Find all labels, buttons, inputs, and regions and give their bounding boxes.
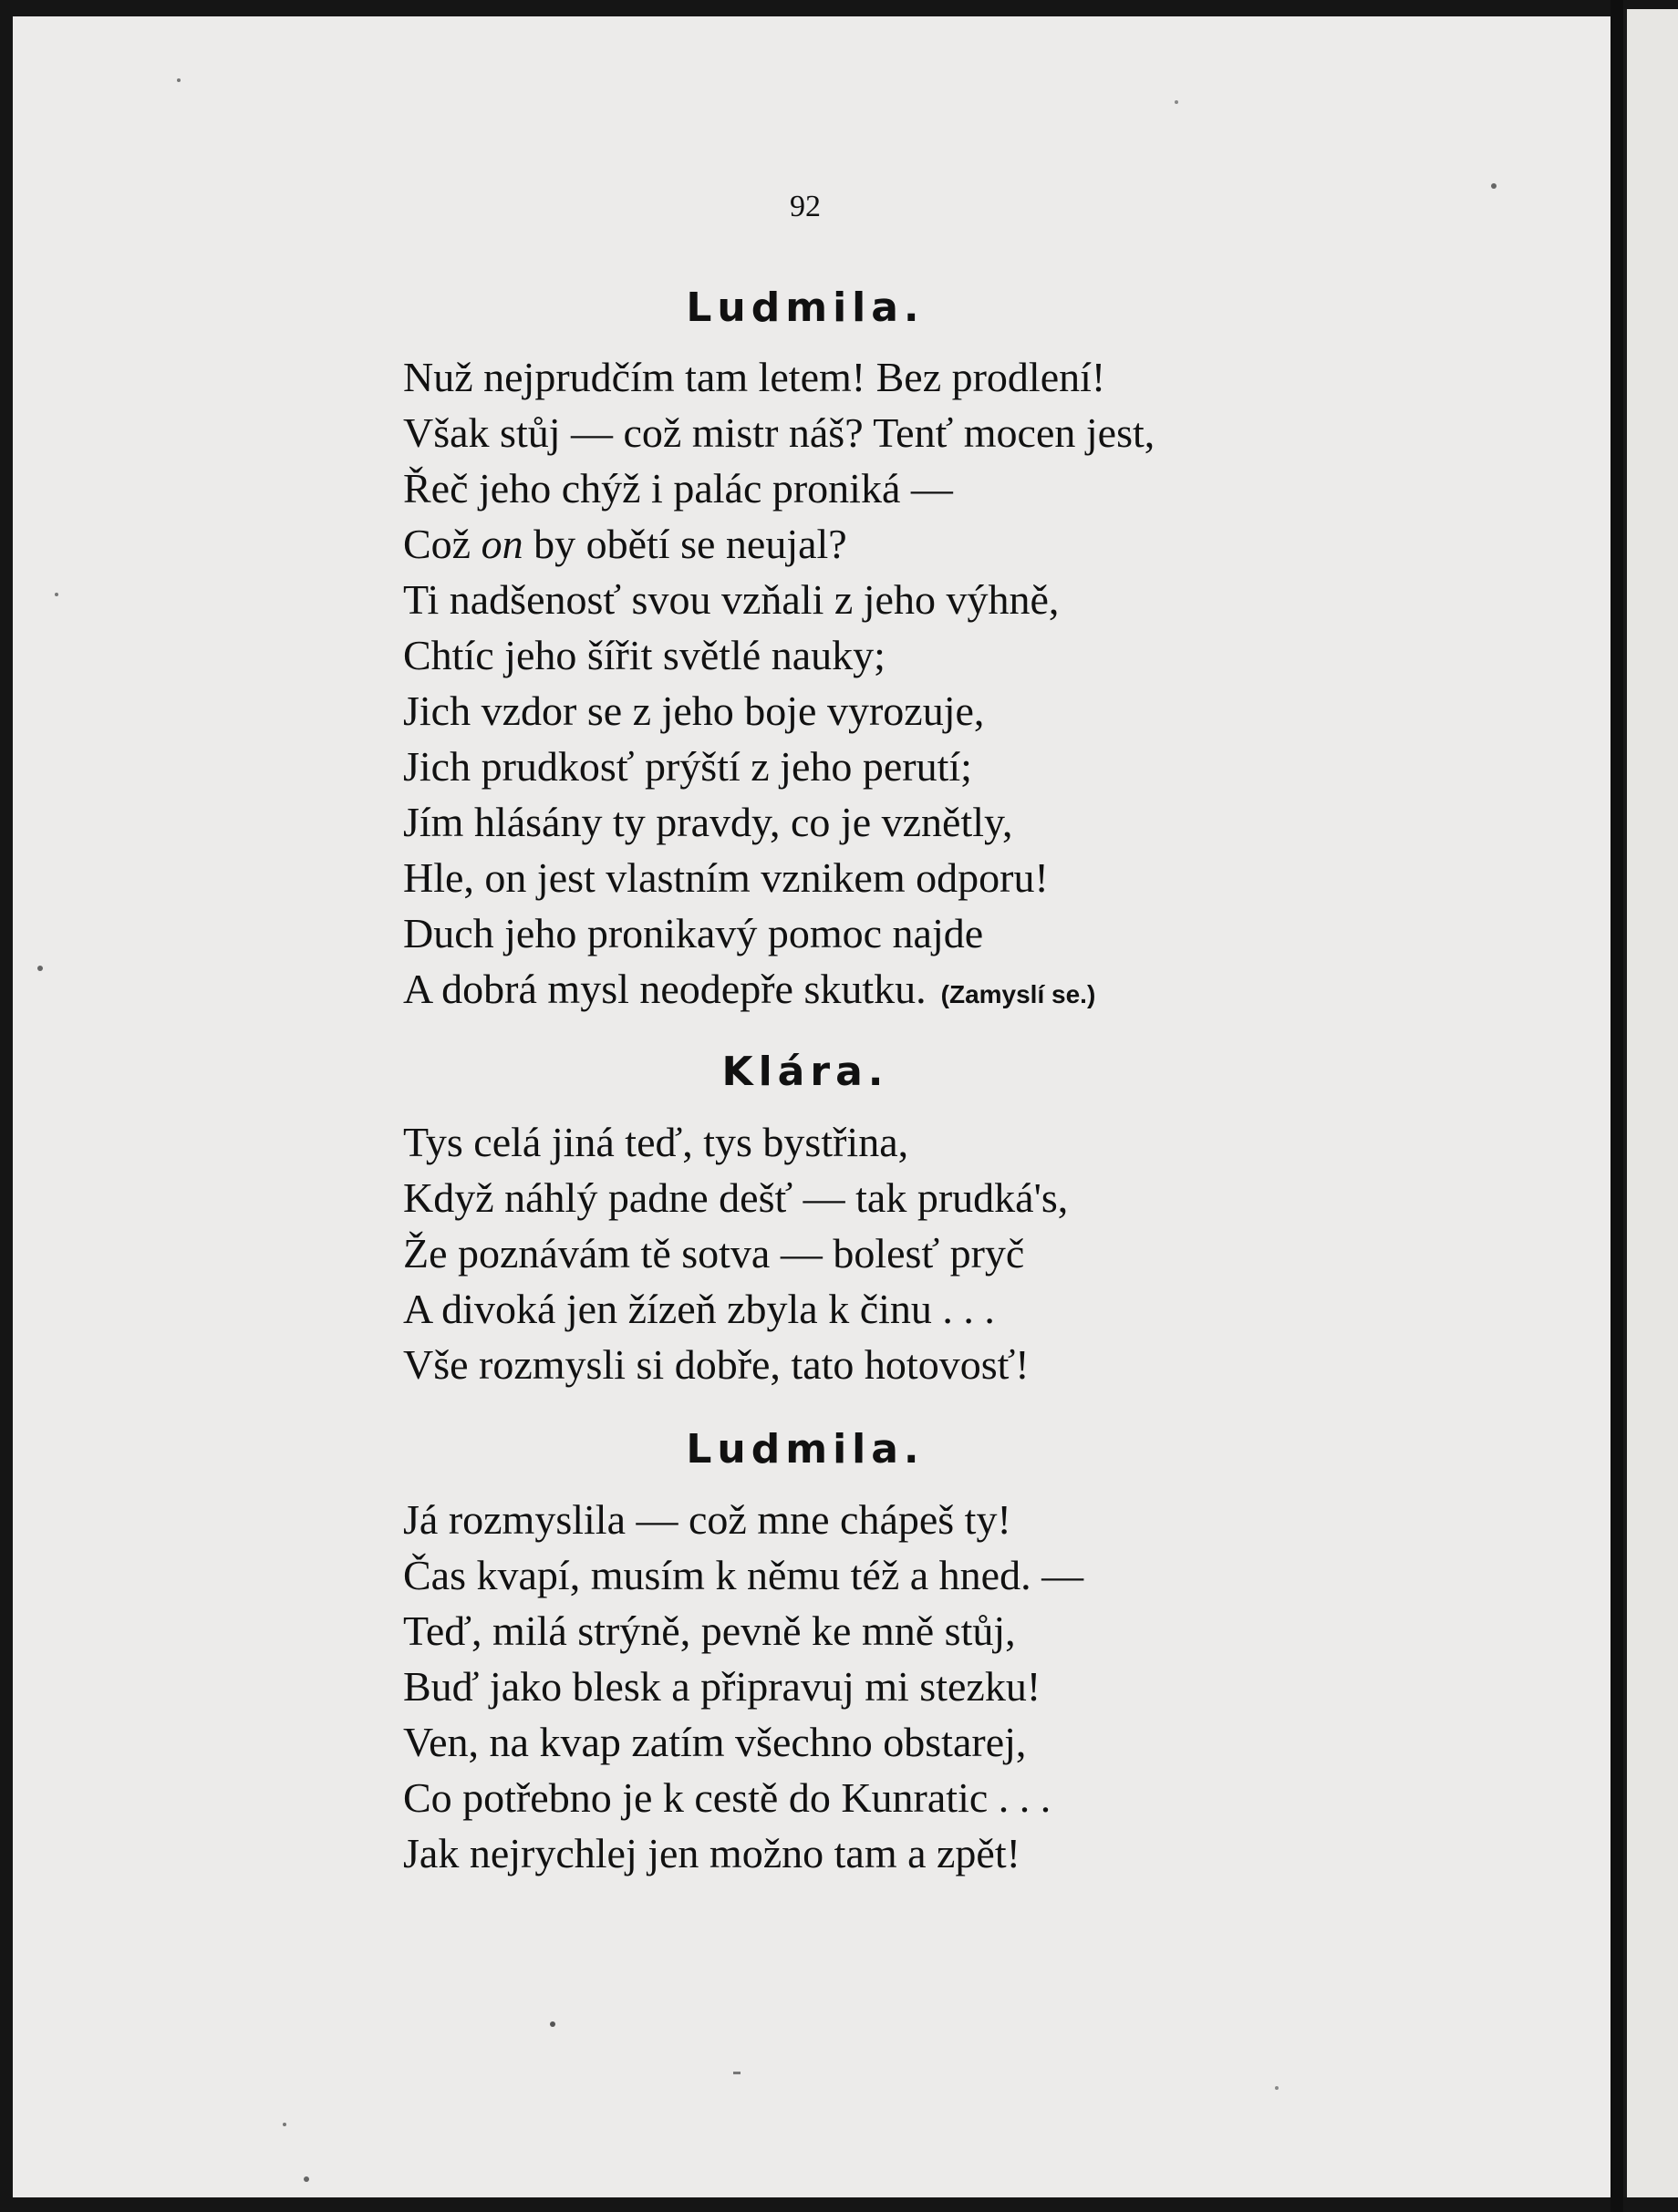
verse-line: Jich vzdor se z jeho boje vyrozuje, xyxy=(403,687,985,734)
verse-line: Že poznávám tě sotva — bolesť pryč xyxy=(403,1230,1025,1277)
verse-line: A divoká jen žízeň zbyla k činu . . . xyxy=(403,1286,995,1332)
verse-line-with-direction xyxy=(403,961,1155,1017)
verse-line: Ti nadšenosť svou vzňali z jeho výhně, xyxy=(403,576,1060,623)
emphasized-word: on xyxy=(481,521,523,567)
verse-text: by obětí se neujal? xyxy=(523,521,847,567)
verse-block-ludmila-1 xyxy=(403,349,1155,1017)
verse-line: Jak nejrychlej jen možno tam a zpět! xyxy=(403,1830,1020,1876)
verse-line: Tys celá jiná teď, tys bystřina, xyxy=(403,1119,909,1165)
speaker-heading-ludmila: Ludmila. xyxy=(686,284,925,331)
verse-line: Však stůj — což mistr náš? Tenť mocen jest, xyxy=(403,409,1155,456)
stage-direction: (Zamyslí se.) xyxy=(940,980,1096,1008)
verse-line: Teď, milá strýně, pevně ke mně stůj, xyxy=(403,1607,1016,1654)
verse-line: Řeč jeho chýž i palác proniká — xyxy=(403,465,953,512)
verse-line: Duch jeho pronikavý pomoc najde xyxy=(403,910,984,956)
verse-line: Nuž nejprudčím tam letem! Bez prodlení! xyxy=(403,354,1106,400)
verse-line: Co potřebno je k cestě do Kunratic . . . xyxy=(403,1774,1051,1821)
verse-line: Jím hlásány ty pravdy, co je vznětly, xyxy=(403,799,1013,845)
verse-line: Chtíc jeho šířit světlé nauky; xyxy=(403,632,886,678)
verse-line: Buď jako blesk a připravuj mi stezku! xyxy=(403,1663,1041,1710)
verse-text: Což xyxy=(403,521,482,567)
verse-line: Hle, on jest vlastním vznikem odporu! xyxy=(403,854,1049,901)
verse-line: Ven, na kvap zatím všechno obstarej, xyxy=(403,1719,1027,1765)
verse-line: Jich prudkosť prýští z jeho perutí; xyxy=(403,743,972,790)
speaker-heading-ludmila: Ludmila. xyxy=(686,1426,925,1473)
verse-line: Já rozmyslila — což mne chápeš ty! xyxy=(403,1496,1011,1543)
verse-line: Vše rozmysli si dobře, tato hotovosť! xyxy=(403,1341,1030,1388)
verse-line-with-emphasis xyxy=(403,516,1155,572)
verse-line: Čas kvapí, musím k němu též a hned. — xyxy=(403,1552,1084,1598)
verse-block-ludmila-2 xyxy=(403,1492,1083,1881)
page-number: 92 xyxy=(790,190,821,223)
verse-text: A dobrá mysl neodepře skutku. xyxy=(403,966,927,1012)
speaker-heading-klara: Klára. xyxy=(721,1049,889,1095)
verse-line: Když náhlý padne dešť — tak prudká's, xyxy=(403,1174,1069,1221)
verse-block-klara xyxy=(403,1114,1068,1392)
